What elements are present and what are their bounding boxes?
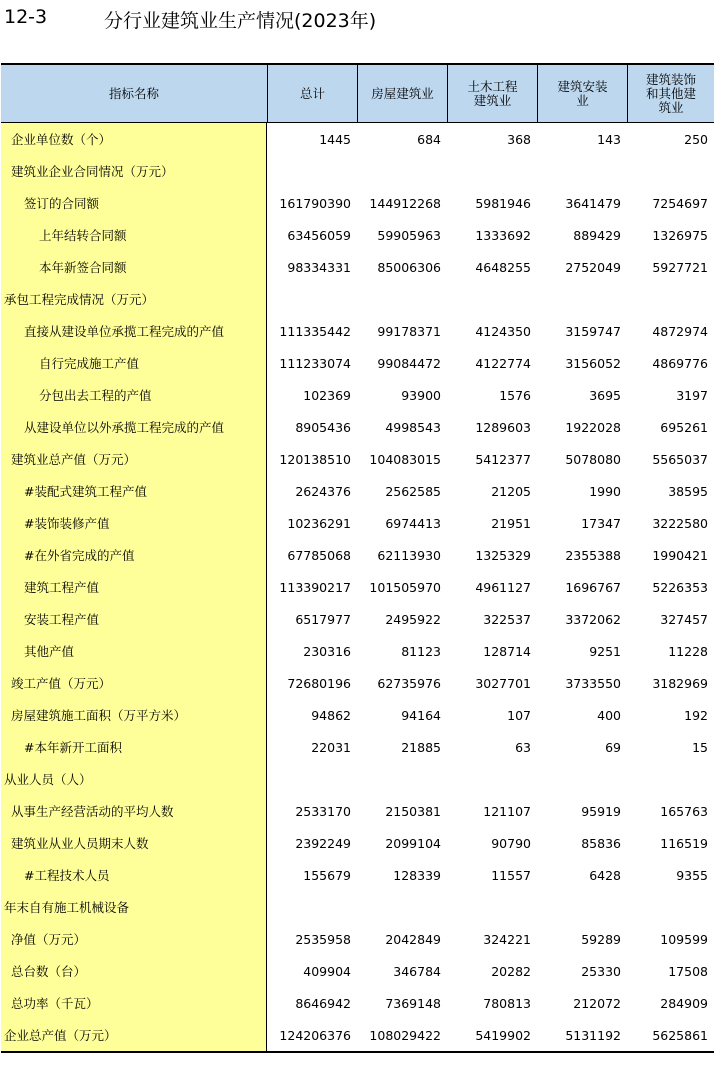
value-cell: 9251: [589, 643, 621, 659]
row-label: 建筑工程产值: [1, 571, 267, 603]
row-label: 上年结转合同额: [1, 219, 267, 251]
value-cell: 2150381: [385, 803, 441, 819]
table-row: [1, 1019, 714, 1051]
value-cell: 250: [684, 131, 708, 147]
value-cell: 90790: [491, 835, 531, 851]
value-cell: 116519: [660, 835, 708, 851]
row-label: #装饰装修产值: [1, 507, 267, 539]
table-row: [1, 699, 714, 731]
value-cell: [357, 155, 447, 187]
row-label: 年末自有施工机械设备: [1, 891, 267, 923]
row-label: 承包工程完成情况（万元）: [1, 283, 267, 315]
value-cell: 4124350: [475, 323, 531, 339]
row-label: 企业单位数（个）: [1, 123, 267, 155]
value-cell: 5565037: [652, 451, 708, 467]
row-label: 从建设单位以外承揽工程完成的产值: [1, 411, 267, 443]
value-cell: 1445: [319, 131, 351, 147]
table-row: [1, 859, 714, 891]
row-label: 总功率（千瓦）: [1, 987, 267, 1019]
row-label: 建筑业企业合同情况（万元）: [1, 155, 267, 187]
value-cell: 2495922: [385, 611, 441, 627]
header-total: 总计: [267, 65, 357, 122]
value-cell: 98334331: [287, 259, 351, 275]
value-cell: 3159747: [565, 323, 621, 339]
value-cell: 101505970: [369, 579, 441, 595]
value-cell: 20282: [491, 963, 531, 979]
value-cell: 165763: [660, 803, 708, 819]
value-cell: 10236291: [287, 515, 351, 531]
row-label: #在外省完成的产值: [1, 539, 267, 571]
page-title: 分行业建筑业生产情况(2023年): [104, 10, 377, 32]
value-cell: [627, 891, 714, 923]
value-cell: 684: [417, 131, 441, 147]
row-label: 直接从建设单位承揽工程完成的产值: [1, 315, 267, 347]
value-cell: 284909: [660, 995, 708, 1011]
table-row: [1, 507, 714, 539]
value-cell: 72680196: [287, 675, 351, 691]
header-indicator-name: 指标名称: [108, 85, 159, 101]
value-cell: [267, 891, 357, 923]
value-cell: 63: [515, 739, 531, 755]
value-cell: [267, 763, 357, 795]
value-cell: 15: [692, 739, 708, 755]
value-cell: 143: [597, 131, 621, 147]
header-civil-engineering: 土木工程 建筑业: [447, 65, 537, 122]
value-cell: 6428: [589, 867, 621, 883]
table-row: [1, 155, 714, 187]
value-cell: 7369148: [385, 995, 441, 1011]
table-body: [1, 123, 714, 1051]
value-cell: 144912268: [369, 195, 441, 211]
value-cell: 95919: [581, 803, 621, 819]
value-cell: 3156052: [565, 355, 621, 371]
value-cell: 3222580: [652, 515, 708, 531]
value-cell: 780813: [483, 995, 531, 1011]
value-cell: 1990421: [652, 547, 708, 563]
row-label: 总台数（台）: [1, 955, 267, 987]
value-cell: 192: [684, 707, 708, 723]
table-row: [1, 955, 714, 987]
value-cell: 8905436: [295, 419, 351, 435]
table-row: [1, 923, 714, 955]
value-cell: 85836: [581, 835, 621, 851]
table-row: [1, 283, 714, 315]
row-label: 建筑业从业人员期末人数: [1, 827, 267, 859]
value-cell: 1289603: [475, 419, 531, 435]
value-cell: 3641479: [565, 195, 621, 211]
value-cell: 161790390: [279, 195, 351, 211]
value-cell: 111233074: [279, 355, 351, 371]
table-row: [1, 827, 714, 859]
value-cell: 4872974: [652, 323, 708, 339]
value-cell: 1696767: [565, 579, 621, 595]
header-housing-construction: 房屋建筑业: [357, 65, 447, 122]
value-cell: 2624376: [295, 483, 351, 499]
data-table: [1, 63, 714, 1053]
value-cell: 2355388: [565, 547, 621, 563]
value-cell: 102369: [303, 387, 351, 403]
value-cell: 11228: [668, 643, 708, 659]
value-cell: 1325329: [475, 547, 531, 563]
value-cell: 120138510: [279, 451, 351, 467]
value-cell: 113390217: [279, 579, 351, 595]
value-cell: 94862: [311, 707, 351, 723]
table-row: [1, 763, 714, 795]
value-cell: 21951: [491, 515, 531, 531]
value-cell: 1333692: [475, 227, 531, 243]
value-cell: 322537: [483, 611, 531, 627]
value-cell: 5927721: [652, 259, 708, 275]
row-label: 净值（万元）: [1, 923, 267, 955]
header-decoration-other: 建筑装饰 和其他建 筑业: [627, 65, 714, 122]
value-cell: 109599: [660, 931, 708, 947]
value-cell: 1990: [589, 483, 621, 499]
row-label: #装配式建筑工程产值: [1, 475, 267, 507]
value-cell: [447, 763, 537, 795]
table-number: 12-3: [4, 6, 48, 28]
value-cell: [357, 763, 447, 795]
table-row: [1, 539, 714, 571]
table-row: [1, 635, 714, 667]
value-cell: 2042849: [385, 931, 441, 947]
value-cell: 25330: [581, 963, 621, 979]
value-cell: [447, 155, 537, 187]
table-row: [1, 475, 714, 507]
value-cell: 2392249: [295, 835, 351, 851]
table-row: [1, 251, 714, 283]
table-row: [1, 571, 714, 603]
row-label: 安装工程产值: [1, 603, 267, 635]
value-cell: 6974413: [385, 515, 441, 531]
value-cell: [357, 891, 447, 923]
value-cell: 3372062: [565, 611, 621, 627]
table-row: [1, 187, 714, 219]
value-cell: 346784: [393, 963, 441, 979]
value-cell: 324221: [483, 931, 531, 947]
value-cell: 1922028: [565, 419, 621, 435]
value-cell: 5226353: [652, 579, 708, 595]
row-label: 其他产值: [1, 635, 267, 667]
value-cell: 22031: [311, 739, 351, 755]
value-cell: [537, 155, 627, 187]
value-cell: 3695: [589, 387, 621, 403]
value-cell: 3027701: [475, 675, 531, 691]
value-cell: 93900: [401, 387, 441, 403]
value-cell: [537, 763, 627, 795]
value-cell: 2752049: [565, 259, 621, 275]
value-cell: 4869776: [652, 355, 708, 371]
table-row: [1, 987, 714, 1019]
value-cell: 128339: [393, 867, 441, 883]
value-cell: 889429: [573, 227, 621, 243]
value-cell: 2535958: [295, 931, 351, 947]
value-cell: 59905963: [377, 227, 441, 243]
row-label: 分包出去工程的产值: [1, 379, 267, 411]
value-cell: 695261: [660, 419, 708, 435]
value-cell: 124206376: [279, 1027, 351, 1043]
value-cell: [537, 283, 627, 315]
value-cell: [627, 283, 714, 315]
value-cell: 3182969: [652, 675, 708, 691]
table-row: [1, 219, 714, 251]
value-cell: 81123: [401, 643, 441, 659]
table-row: [1, 347, 714, 379]
table-row: [1, 891, 714, 923]
value-cell: 2533170: [295, 803, 351, 819]
value-cell: 3733550: [565, 675, 621, 691]
value-cell: 3197: [676, 387, 708, 403]
value-cell: 400: [597, 707, 621, 723]
title-bar: [0, 0, 717, 40]
value-cell: 5131192: [565, 1027, 621, 1043]
value-cell: 5412377: [475, 451, 531, 467]
value-cell: [447, 891, 537, 923]
value-cell: 99178371: [377, 323, 441, 339]
row-label: 签订的合同额: [1, 187, 267, 219]
row-label: 房屋建筑施工面积（万平方米）: [1, 699, 267, 731]
value-cell: 9355: [676, 867, 708, 883]
row-label: #工程技术人员: [1, 859, 267, 891]
value-cell: 5625861: [652, 1027, 708, 1043]
value-cell: 108029422: [369, 1027, 441, 1043]
table-row: [1, 315, 714, 347]
value-cell: 327457: [660, 611, 708, 627]
value-cell: 17347: [581, 515, 621, 531]
value-cell: 212072: [573, 995, 621, 1011]
value-cell: 104083015: [369, 451, 441, 467]
value-cell: 21885: [401, 739, 441, 755]
value-cell: 128714: [483, 643, 531, 659]
value-cell: [537, 891, 627, 923]
value-cell: 111335442: [279, 323, 351, 339]
row-label: 本年新签合同额: [1, 251, 267, 283]
value-cell: 368: [507, 131, 531, 147]
value-cell: 67785068: [287, 547, 351, 563]
table-row: [1, 411, 714, 443]
value-cell: 7254697: [652, 195, 708, 211]
row-label: 从业人员（人）: [1, 763, 267, 795]
value-cell: 21205: [491, 483, 531, 499]
value-cell: 17508: [668, 963, 708, 979]
table-row: [1, 123, 714, 155]
value-cell: 5981946: [475, 195, 531, 211]
value-cell: 6517977: [295, 611, 351, 627]
value-cell: 4961127: [475, 579, 531, 595]
value-cell: 94164: [401, 707, 441, 723]
value-cell: 5078080: [565, 451, 621, 467]
value-cell: 2562585: [385, 483, 441, 499]
value-cell: 38595: [668, 483, 708, 499]
value-cell: 4998543: [385, 419, 441, 435]
value-cell: [267, 155, 357, 187]
table-row: [1, 731, 714, 763]
table-row: [1, 603, 714, 635]
row-label: 企业总产值（万元）: [1, 1019, 267, 1051]
value-cell: [627, 155, 714, 187]
value-cell: 155679: [303, 867, 351, 883]
value-cell: 1326975: [652, 227, 708, 243]
value-cell: 107: [507, 707, 531, 723]
value-cell: 62735976: [377, 675, 441, 691]
value-cell: 62113930: [377, 547, 441, 563]
value-cell: [357, 283, 447, 315]
row-label: 竣工产值（万元）: [1, 667, 267, 699]
value-cell: 121107: [483, 803, 531, 819]
value-cell: 11557: [491, 867, 531, 883]
value-cell: 63456059: [287, 227, 351, 243]
row-label: #本年新开工面积: [1, 731, 267, 763]
row-label: 建筑业总产值（万元）: [1, 443, 267, 475]
table-row: [1, 443, 714, 475]
value-cell: 69: [605, 739, 621, 755]
value-cell: 85006306: [377, 259, 441, 275]
value-cell: 409904: [303, 963, 351, 979]
value-cell: 99084472: [377, 355, 441, 371]
value-cell: [267, 283, 357, 315]
value-cell: [627, 763, 714, 795]
table-row: [1, 667, 714, 699]
row-label: 从事生产经营活动的平均人数: [1, 795, 267, 827]
table-header: [1, 65, 714, 123]
row-label: 自行完成施工产值: [1, 347, 267, 379]
value-cell: 230316: [303, 643, 351, 659]
header-installation: 建筑安装 业: [537, 65, 627, 122]
value-cell: 2099104: [385, 835, 441, 851]
table-row: [1, 379, 714, 411]
value-cell: 4122774: [475, 355, 531, 371]
value-cell: 8646942: [295, 995, 351, 1011]
value-cell: 5419902: [475, 1027, 531, 1043]
value-cell: 4648255: [475, 259, 531, 275]
value-cell: 59289: [581, 931, 621, 947]
value-cell: 1576: [499, 387, 531, 403]
value-cell: [447, 283, 537, 315]
table-row: [1, 795, 714, 827]
